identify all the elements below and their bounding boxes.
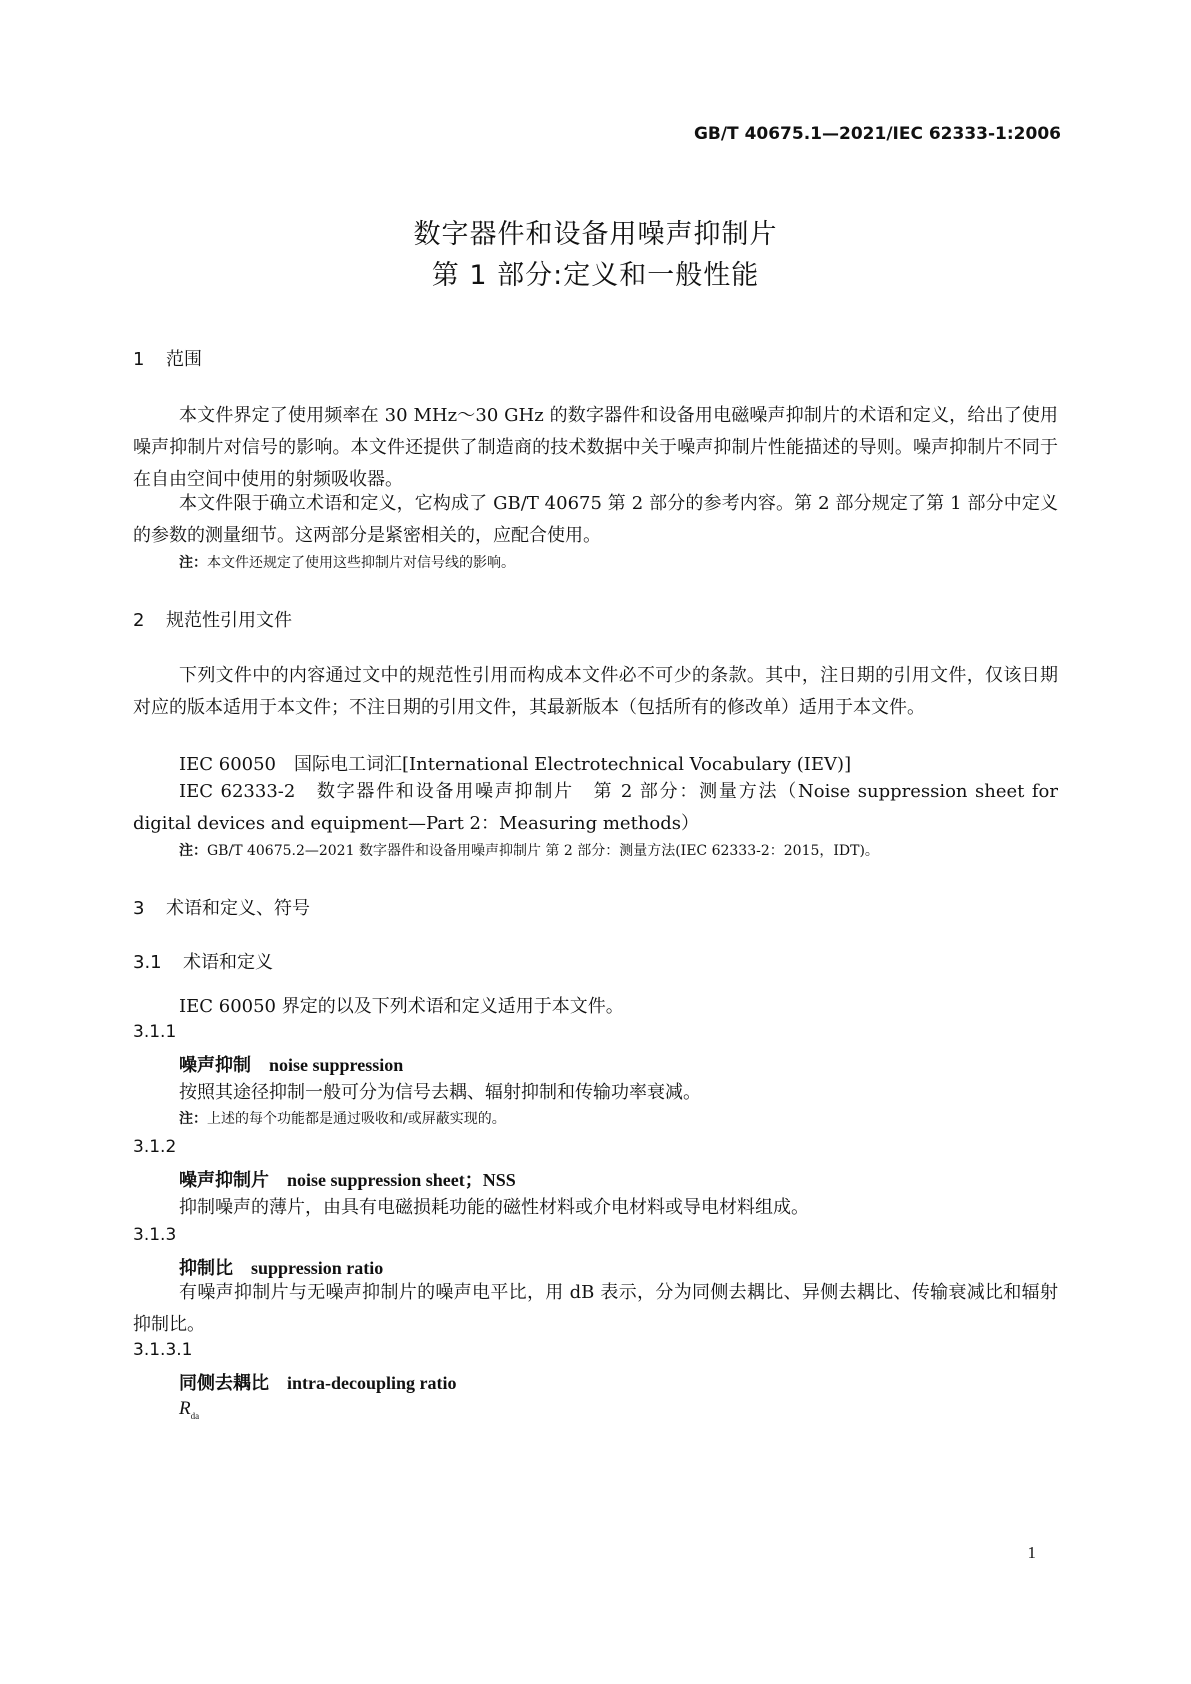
- symbol-letter: R: [179, 1398, 191, 1419]
- page-number: 1: [1027, 1543, 1036, 1562]
- term-definition: 有噪声抑制片与无噪声抑制片的噪声电平比，用 dB 表示，分为同侧去耦比、异侧去耦比、传输衰减比和辐射抑制比。: [133, 1282, 1058, 1335]
- symbol-subscript: da: [190, 1410, 200, 1421]
- term-chinese: 同侧去耦比: [179, 1373, 269, 1394]
- note-label: 注：: [179, 555, 207, 571]
- term-entry: [179, 1369, 457, 1395]
- term-entry: [179, 1166, 516, 1192]
- term-definition: 按照其途径抑制一般可分为信号去耦、辐射抑制和传输功率衰减。: [179, 1082, 701, 1103]
- term-symbol: [179, 1398, 199, 1421]
- subsection-3-1-heading: [133, 948, 273, 974]
- section-2-note: [179, 840, 879, 860]
- term-chinese: 噪声抑制: [179, 1055, 251, 1076]
- term-number: 3.1.3: [133, 1225, 177, 1245]
- reference-iec-62333-2: IEC 62333-2 数字器件和设备用噪声抑制片 第 2 部分：测量方法（Noise suppression sheet for digital devices and equipment—Part 2：Measuring methods）: [133, 781, 1058, 834]
- term-entry: [179, 1051, 403, 1077]
- reference-iec-60050: IEC 60050 国际电工词汇[International Electrotechnical Vocabulary (IEV)]: [179, 754, 852, 775]
- subsection-title: 术语和定义: [183, 952, 273, 973]
- section-number: 1: [133, 349, 145, 370]
- term-english: noise suppression sheet；NSS: [287, 1170, 516, 1190]
- section-2-paragraph-1: 下列文件中的内容通过文中的规范性引用而构成本文件必不可少的条款。其中，注日期的引用文件，仅该日期对应的版本适用于本文件；不注日期的引用文件，其最新版本（包括所有的修改单）适用于本文件。: [133, 665, 1058, 718]
- term-english: suppression ratio: [251, 1258, 384, 1278]
- term-definition: 抑制噪声的薄片，由具有电磁损耗功能的磁性材料或介电材料或导电材料组成。: [179, 1197, 809, 1218]
- term-english: noise suppression: [269, 1055, 404, 1075]
- section-1-note: [179, 552, 515, 572]
- note-text: GB/T 40675.2—2021 数字器件和设备用噪声抑制片 第 2 部分：测量方法(IEC 62333-2：2015，IDT)。: [207, 843, 879, 859]
- section-1-paragraph-1: 本文件界定了使用频率在 30 MHz～30 GHz 的数字器件和设备用电磁噪声抑制片的术语和定义，给出了使用噪声抑制片对信号的影响。本文件还提供了制造商的技术数据中关于噪声抑制片性能描述的导则。噪声抑制片不同于在自由空间中使用的射频吸收器。: [133, 405, 1058, 490]
- document-title-line2: 第 1 部分:定义和一般性能: [431, 260, 760, 291]
- section-1-paragraph-2: 本文件限于确立术语和定义，它构成了 GB/T 40675 第 2 部分的参考内容。第 2 部分规定了第 1 部分中定义的参数的测量细节。这两部分是紧密相关的，应配合使用。: [133, 493, 1058, 546]
- terms-intro: IEC 60050 界定的以及下列术语和定义适用于本文件。: [179, 996, 624, 1017]
- note-label: 注：: [179, 843, 207, 859]
- note-text: 上述的每个功能都是通过吸收和/或屏蔽实现的。: [207, 1111, 506, 1127]
- section-number: 2: [133, 610, 145, 631]
- term-chinese: 噪声抑制片: [179, 1170, 269, 1191]
- section-title: 范围: [166, 349, 202, 370]
- document-title-line1: 数字器件和设备用噪声抑制片: [413, 219, 778, 250]
- standard-number: GB/T 40675.1—2021/IEC 62333-1:2006: [693, 124, 1061, 144]
- section-title: 术语和定义、符号: [166, 898, 310, 919]
- note-label: 注：: [179, 1111, 207, 1127]
- term-note: [179, 1108, 506, 1128]
- term-english: intra-decoupling ratio: [287, 1373, 457, 1393]
- section-3-heading: [133, 894, 310, 920]
- section-number: 3: [133, 898, 145, 919]
- section-1-heading: [133, 345, 202, 371]
- note-text: 本文件还规定了使用这些抑制片对信号线的影响。: [207, 555, 515, 571]
- subsection-number: 3.1: [133, 952, 162, 973]
- section-2-heading: [133, 606, 292, 632]
- term-chinese: 抑制比: [179, 1258, 233, 1279]
- term-number: 3.1.1: [133, 1022, 177, 1042]
- term-number: 3.1.2: [133, 1137, 177, 1157]
- section-title: 规范性引用文件: [166, 610, 292, 631]
- term-number: 3.1.3.1: [133, 1340, 193, 1360]
